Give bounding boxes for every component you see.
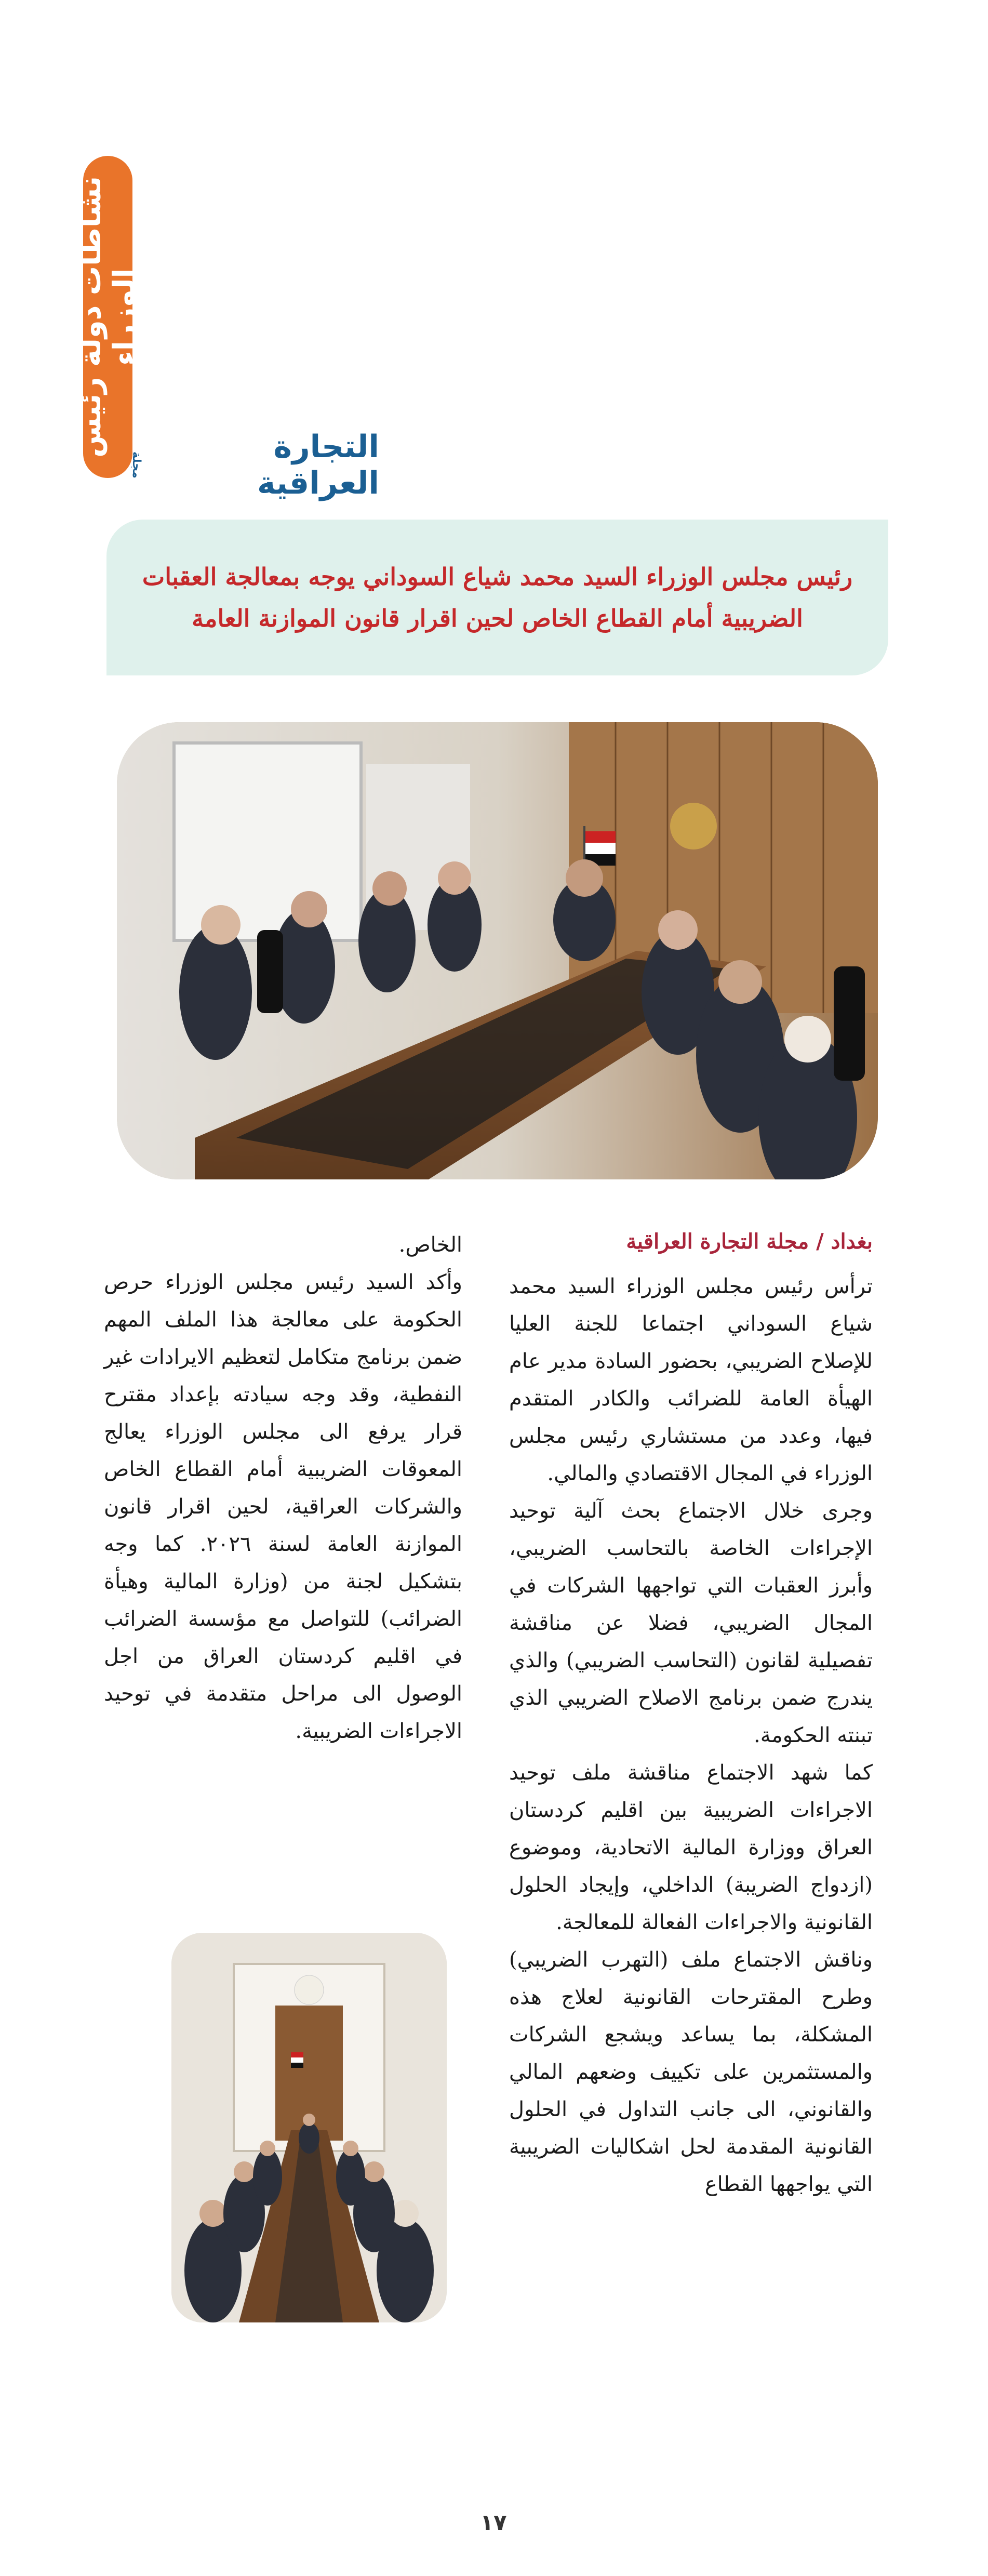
article-source: بغداد / مجلة التجارة العراقية xyxy=(626,1229,873,1254)
main-meeting-photo xyxy=(117,722,878,1179)
section-tab-label: نشاطات دولة رئيس الوزراء xyxy=(74,176,141,458)
secondary-meeting-photo xyxy=(171,1933,447,2322)
article-column-right: ترأس رئيس مجلس الوزراء السيد محمد شياع السوداني اجتماعا للجنة العليا للإصلاح الضريبي، بحضور السادة مدير عام الهيأة العامة للضرائب والكادر المتقدم فيها، وعدد من مستشاري رئيس مجلس الوزراء في المجال الاقتصادي والمالي. وجرى خلال الاجتماع بحث آلية توحيد الإجراءات الخاصة بالتحاسب الضريبي، وأبرز العقبات التي تواجهها الشركات في المجال الضريبي، فضلا عن مناقشة تفصيلية لقانون (التحاسب الضريبي) والذي يندرج ضمن برنامج الاصلاح الضريبي الذي تبنته الحكومة. كما شهد الاجتماع مناقشة ملف توحيد الاجراءات الضريبية بين اقليم كردستان العراق ووزارة المالية الاتحادية، وموضوع (ازدواج الضريبة) الداخلي، وإيجاد الحلول القانونية والاجراءات الفعالة للمعالجة. وناقش الاجتماع ملف (التهرب الضريبي) وطرح المقترحات القانونية لعلاج هذه المشكلة، بما يساعد ويشجع الشركات والمستثمرين على تكييف وضعهم المالي والقانوني، الى جانب التداول في الحلول القانونية المقدمة لحل اشكاليات الضريبية التي يواجهها القطاع xyxy=(509,1274,873,2196)
headline-line-1: رئيس مجلس الوزراء السيد محمد شياع السوداني يوجه بمعالجة العقبات xyxy=(142,562,853,591)
magazine-logo xyxy=(130,429,379,501)
page-number: ١٧ xyxy=(480,2509,507,2535)
magazine-logo-name: التجارة العراقية xyxy=(257,429,379,501)
main-meeting-photo-illustration xyxy=(117,722,878,1179)
secondary-meeting-photo-illustration xyxy=(171,1933,447,2322)
headline-banner xyxy=(106,520,888,675)
magazine-logo-small: مجلة xyxy=(130,452,143,479)
headline-line-2: الضريبية أمام القطاع الخاص لحين اقرار قانون الموازنة العامة xyxy=(192,604,803,632)
article-column-left: الخاص. وأكد السيد رئيس مجلس الوزراء حرص الحكومة على معالجة هذا الملف المهم ضمن برنامج متكامل لتعظيم الايرادات غير النفطية، وقد وجه سيادته بإعداد مقترح قرار يرفع الى مجلس الوزراء يعالج المعوقات الضريبية أمام القطاع الخاص والشركات العراقية، لحين اقرار قانون الموازنة العامة لسنة ٢٠٢٦. كما وجه بتشكيل لجنة من (وزارة المالية وهيأة الضرائب) للتواصل مع مؤسسة الضرائب في اقليم كردستان العراق من اجل الوصول الى مراحل متقدمة في توحيد الاجراءات الضريبية. xyxy=(104,1233,462,1743)
